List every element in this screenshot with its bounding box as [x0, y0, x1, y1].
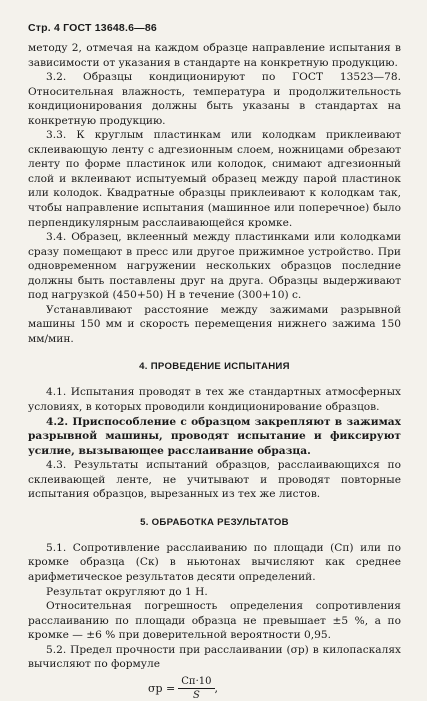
formula: [148, 676, 401, 701]
formula-fraction: [178, 676, 214, 701]
page-header: Стр. 4 ГОСТ 13648.6—86: [28, 22, 157, 34]
paragraph-5-2: 5.2. Предел прочности при расслаивании (σр) в килопаскалях вычисляют по формуле: [28, 643, 401, 671]
paragraph-5-1: 5.1. Сопротивление расслаиванию по площади (Cп) или по кромке образца (Cк) в ньютонах вычисляют как среднее арифметическое результатов десяти определений.: [28, 541, 401, 583]
formula-denominator: S: [192, 689, 200, 701]
section-heading-4: 4. ПРОВЕДЕНИЕ ИСПЫТАНИЯ: [139, 361, 290, 373]
formula-numerator: Cп·10: [178, 676, 214, 689]
paragraph-4-1: 4.1. Испытания проводят в тех же стандартных атмосферных условиях, в которых проводили кондиционирование образцов.: [28, 386, 401, 414]
paragraph-4-2: 4.2. Приспособление с образцом закрепляют в зажимах разрывной машины, проводят испытание и фиксируют усилие, вызывающее расслаивание образца.: [28, 415, 401, 457]
paragraph-3-4: 3.4. Образец, вклеенный между пластинками или колодками сразу помещают в пресс или другое прижимное устройство. При одновременном нагружении нескольких образцов последние должны быть поставлены друг на друга. Образцы выдерживают под нагрузкой (450+50) Н в течение (300+10) с.: [28, 231, 401, 302]
paragraph-3-2: 3.2. Образцы кондиционируют по ГОСТ 13523—78. Относительная влажность, температура и продолжительность кондиционирования должны быть указаны в стандартах на конкретную продукцию.: [28, 71, 401, 127]
paragraph-3-4-continued: Устанавливают расстояние между зажимами разрывной машины 150 мм и скорость перемещения нижнего зажима 150 мм/мин.: [28, 303, 401, 345]
section-heading-5: 5. ОБРАБОТКА РЕЗУЛЬТАТОВ: [140, 516, 289, 528]
paragraph-5-1-error: Относительная погрешность определения сопротивления расслаиванию по площади образца не превышает ±5 %, а по кромке — ±6 % при доверительной вероятности 0,95.: [28, 600, 401, 642]
paragraph-3-3: 3.3. К круглым пластинкам или колодкам приклеивают склеивающую ленту с адгезионным слоем, ножницами обрезают ленту по форме пластинок или колодок, снимают адгезионный слой и вклеивают испытуемый образец между парой пластинок или колодок. Квадратные образцы приклеивают к колодкам так, чтобы направление испытания (машинное или поперечное) было перпендикулярным расслаивающейся кромке.: [28, 129, 401, 229]
paragraph-intro: методу 2, отмечая на каждом образце направление испытания в зависимости от указания в стандарте на конкретную продукцию.: [28, 42, 401, 69]
formula-tail: ,: [214, 681, 218, 695]
formula-lhs: σр =: [148, 681, 176, 695]
paragraph-5-1-rounding: Результат округляют до 1 Н.: [46, 585, 208, 598]
paragraph-4-3: 4.3. Результаты испытаний образцов, расслаивающихся по склеивающей ленте, не учитывают и проводят повторные испытания образцов, вырезанных из тех же листов.: [28, 459, 401, 501]
